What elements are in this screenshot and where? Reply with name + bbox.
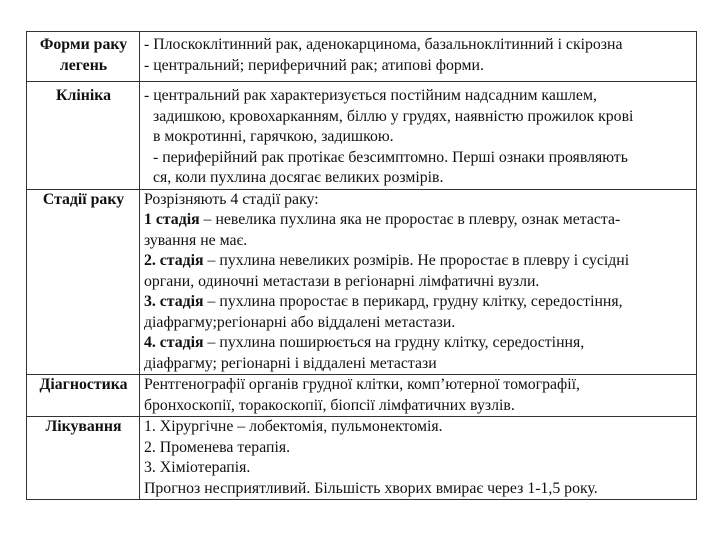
stage-label: 1 стадія bbox=[144, 211, 200, 228]
row-header-clinic bbox=[27, 82, 140, 190]
header-line: Лікування bbox=[45, 418, 122, 435]
content-line: 1. Хірургічне – лобектомія, пульмонектомія. bbox=[144, 418, 443, 435]
lung-cancer-table bbox=[26, 31, 697, 500]
content-line: Прогноз несприятливий. Більшість хворих вмирає через 1-1,5 року. bbox=[144, 479, 598, 497]
stage-label: 4. стадія bbox=[144, 334, 204, 351]
content-line: - центральний; периферичний рак; атипові форми. bbox=[144, 56, 484, 74]
row-header-forms bbox=[27, 32, 140, 82]
content-line: діафрагму;регіонарні або віддалені метастази. bbox=[144, 313, 456, 331]
stage-label: 3. стадія bbox=[144, 293, 204, 310]
header-line: Форми раку bbox=[39, 36, 128, 53]
content-line: Розрізняють 4 стадії раку: bbox=[144, 190, 319, 208]
table-row-diagnostics bbox=[27, 375, 697, 417]
stage-label: 2. стадія bbox=[144, 252, 204, 269]
stage-text: – невелика пухлина яка не проростає в плевру, ознак метаста- bbox=[199, 211, 621, 228]
content-line: органи, одиночні метастази в регіонарні лімфатичні вузли. bbox=[144, 272, 540, 290]
content-line bbox=[144, 210, 693, 231]
content-line: ся, коли пухлина досягає великих розмірів. bbox=[153, 169, 444, 186]
content-line: бронхоскопії, торакоскопії, біопсії лімфатичних вузлів. bbox=[144, 396, 515, 414]
content-line: зування не має. bbox=[144, 231, 248, 249]
row-content-clinic bbox=[140, 82, 697, 190]
row-content-stages bbox=[140, 189, 697, 375]
content-line bbox=[144, 251, 693, 272]
header-line: Діагностика bbox=[39, 376, 128, 393]
table-row-forms bbox=[27, 32, 697, 82]
row-header-treatment bbox=[27, 417, 140, 500]
header-line: Клініка bbox=[56, 87, 111, 104]
stage-text: – пухлина поширюється на грудну клітку, середостіння, bbox=[203, 334, 585, 351]
table-row-clinic bbox=[27, 82, 697, 190]
stage-text: – пухлина невеликих розмірів. Не проростає в плевру і сусідні bbox=[203, 252, 630, 269]
table-row-treatment bbox=[27, 417, 697, 500]
content-line: Рентгенографії органів грудної клітки, комп’ютерної томографії, bbox=[144, 376, 580, 393]
header-line: Стадії раку bbox=[42, 190, 125, 208]
table-row-stages bbox=[27, 189, 697, 375]
content-line: - центральний рак характеризується постійним надсадним кашлем, bbox=[144, 87, 597, 104]
row-header-stages bbox=[27, 189, 140, 375]
row-content-diagnostics bbox=[140, 375, 697, 417]
row-content-treatment bbox=[140, 417, 697, 500]
content-line: 2. Променева терапія. bbox=[144, 438, 291, 456]
stage-text: – пухлина проростає в перикард, грудну клітку, середостіння, bbox=[203, 293, 623, 310]
content-line: - периферійний рак протікає безсимптомно. Перші ознаки проявляють bbox=[153, 148, 628, 166]
content-line: діафрагму; регіонарні і віддалені метастази bbox=[144, 354, 437, 372]
content-line: 3. Хіміотерапія. bbox=[144, 459, 251, 476]
content-line bbox=[144, 292, 693, 313]
header-line: легень bbox=[59, 56, 108, 74]
content-line bbox=[144, 333, 693, 354]
content-line: в мокротинні, гарячкою, задишкою. bbox=[153, 128, 394, 145]
row-header-diagnostics bbox=[27, 375, 140, 417]
row-content-forms bbox=[140, 32, 697, 82]
content-line: задишкою, кровохарканням, біллю у грудях, наявністю прожилок крові bbox=[153, 107, 634, 125]
content-line: - Плоскоклітинний рак, аденокарцинома, базальноклітинний і скірозна bbox=[144, 36, 623, 53]
